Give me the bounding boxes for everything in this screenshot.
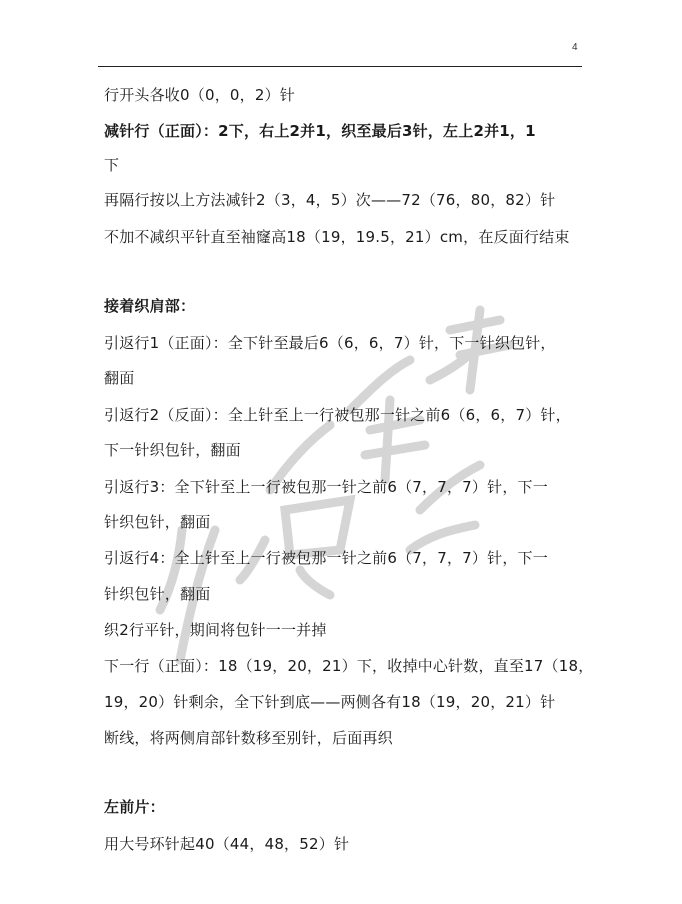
text-line-16: 下一行（正面）：18（19，20，21）下，收掉中心针数，直至17（18， (104, 657, 594, 675)
text-line-14: 针织包针，翻面 (104, 585, 211, 603)
section-heading-left-front: 左前片： (104, 798, 165, 816)
header-rule (98, 66, 582, 67)
text-line-17: 19，20）针剩余，全下针到底——两侧各有18（19，20，21）针 (104, 693, 556, 711)
text-line-8: 翻面 (104, 369, 135, 387)
text-line-18: 断线，将两侧肩部针数移至别针，后面再织 (104, 729, 393, 747)
section-heading-shoulder: 接着织肩部： (104, 297, 196, 315)
page-number: 4 (572, 42, 578, 53)
text-line-5: 不加不减织平针直至袖窿高18（19，19.5，21）cm，在反面行结束 (104, 228, 570, 246)
text-line-4: 再隔行按以上方法减针2（3，4，5）次——72（76，80，82）针 (104, 191, 556, 209)
text-line-10: 下一针织包针，翻面 (104, 441, 241, 459)
text-line-3: 下 (104, 156, 120, 174)
text-line-20: 用大号环针起40（44，48，52）针 (104, 835, 350, 853)
text-line-9: 引返行2（反面）：全上针至上一行被包那一针之前6（6，6，7）针， (104, 406, 571, 424)
text-line-11: 引返行3：全下针至上一行被包那一针之前6（7，7，7）针，下一 (104, 478, 548, 496)
text-line-2: 减针行（正面）：2下，右上2并1，织至最后3针，左上2并1，1 (104, 122, 536, 140)
text-line-13: 引返行4：全上针至上一行被包那一针之前6（7，7，7）针，下一 (104, 549, 548, 567)
text-line-7: 引返行1（正面）：全下针至最后6（6，6，7）针，下一针织包针， (104, 334, 556, 352)
text-line-15: 织2行平针，期间将包针一一并掉 (104, 621, 327, 639)
text-line-1: 行开头各收0（0，0，2）针 (104, 86, 295, 104)
text-line-12: 针织包针，翻面 (104, 513, 211, 531)
